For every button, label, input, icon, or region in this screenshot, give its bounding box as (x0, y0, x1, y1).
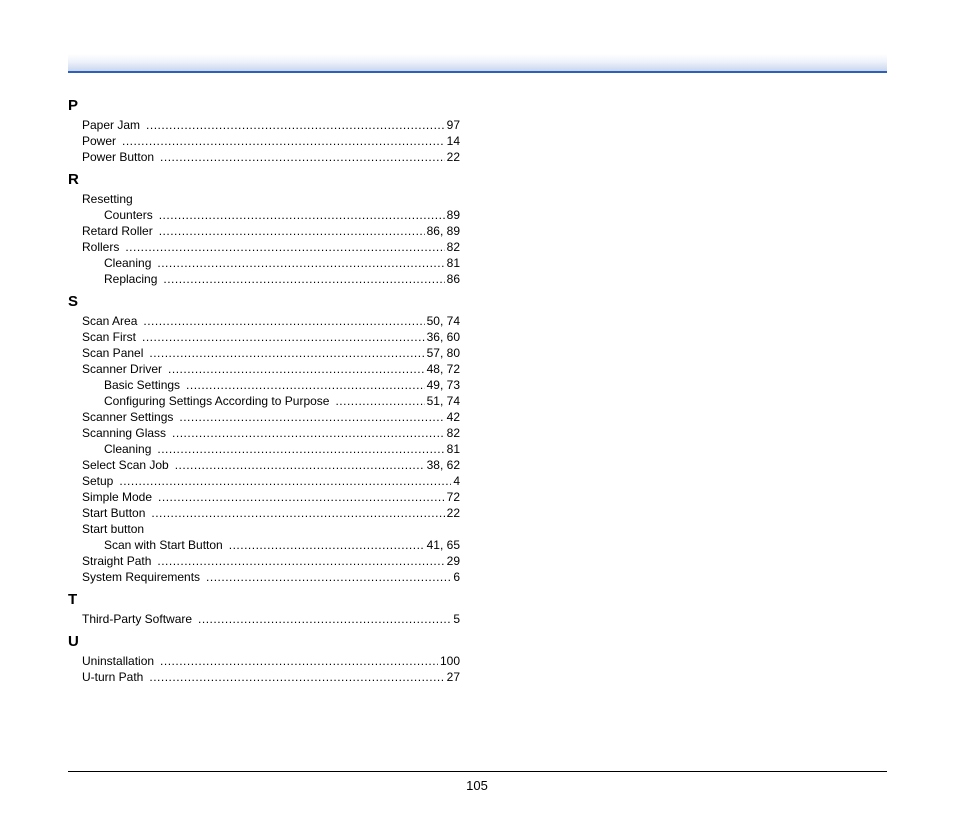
index-term: Basic Settings (104, 378, 181, 392)
index-term: Cleaning (104, 442, 152, 456)
index-page-refs[interactable]: 72 (446, 490, 460, 504)
dot-leader (143, 313, 424, 329)
index-entry[interactable] (68, 345, 460, 361)
index-entry[interactable] (68, 489, 460, 505)
index-term: Scan Area (82, 314, 138, 328)
index-page-refs[interactable]: 41, 65 (426, 538, 460, 552)
index-page-refs[interactable]: 4 (453, 474, 460, 488)
index-term: Uninstallation (82, 654, 155, 668)
index-entry[interactable] (68, 377, 460, 393)
index-entry[interactable] (68, 313, 460, 329)
dot-leader (122, 133, 445, 149)
dot-leader (168, 361, 425, 377)
index-entry[interactable] (68, 505, 460, 521)
index-page-refs[interactable]: 81 (446, 442, 460, 456)
dot-leader (157, 255, 444, 271)
index-term: Scan Panel (82, 346, 144, 360)
dot-leader (172, 425, 445, 441)
index-term: Select Scan Job (82, 458, 169, 472)
dot-leader (163, 271, 444, 287)
section-letter: S (68, 293, 79, 310)
index-term: Scanner Driver (82, 362, 163, 376)
index-page-refs[interactable]: 38, 62 (426, 458, 460, 472)
dot-leader (149, 669, 444, 685)
index-entry[interactable] (68, 133, 460, 149)
dot-leader (142, 329, 425, 345)
dot-leader (160, 149, 445, 165)
dot-leader (160, 653, 438, 669)
index-page-refs[interactable]: 82 (446, 426, 460, 440)
index-page-refs[interactable]: 27 (446, 670, 460, 684)
index-term: Scan First (82, 330, 137, 344)
page-number: 105 (466, 778, 488, 793)
index-entry[interactable] (68, 255, 460, 271)
index-term: Paper Jam (82, 118, 141, 132)
index-entry[interactable] (68, 473, 460, 489)
dot-leader (175, 457, 425, 473)
index-term: Resetting (82, 192, 133, 206)
index-page-refs[interactable]: 81 (446, 256, 460, 270)
dot-leader (157, 553, 444, 569)
index-term: Setup (82, 474, 114, 488)
index-entry[interactable] (68, 191, 460, 207)
index-term: Straight Path (82, 554, 152, 568)
dot-leader (229, 537, 425, 553)
index-term: System Requirements (82, 570, 201, 584)
dot-leader (159, 207, 445, 223)
index-page-refs[interactable]: 49, 73 (426, 378, 460, 392)
section-letter: P (68, 97, 79, 114)
index-entry[interactable] (68, 361, 460, 377)
dot-leader (186, 377, 425, 393)
dot-leader (149, 345, 424, 361)
dot-leader (125, 239, 444, 255)
dot-leader (157, 441, 444, 457)
index-term: Replacing (104, 272, 158, 286)
index-term: Start button (82, 522, 145, 536)
dot-leader (146, 117, 445, 133)
dot-leader (159, 223, 425, 239)
index-term: Counters (104, 208, 153, 222)
index-page-refs[interactable]: 5 (453, 612, 460, 626)
dot-leader (151, 505, 444, 521)
index-entries (68, 117, 460, 165)
index-term: U-turn Path (82, 670, 144, 684)
index-term: Configuring Settings According to Purpose (104, 394, 330, 408)
index-entry[interactable] (68, 521, 460, 537)
index-column (68, 97, 460, 685)
index-term: Third-Party Software (82, 612, 193, 626)
index-page-refs[interactable]: 97 (446, 118, 460, 132)
section-letter: U (68, 633, 79, 650)
index-section-t (68, 591, 460, 627)
section-letter: T (68, 591, 78, 608)
section-letter: R (68, 171, 79, 188)
index-term: Scan with Start Button (104, 538, 223, 552)
index-entry[interactable] (68, 569, 460, 585)
index-entry[interactable] (68, 223, 460, 239)
index-entry[interactable] (68, 553, 460, 569)
index-page-refs[interactable]: 57, 80 (426, 346, 460, 360)
index-page-refs[interactable]: 22 (446, 150, 460, 164)
dot-leader (119, 473, 451, 489)
index-entries (68, 653, 460, 685)
index-term: Simple Mode (82, 490, 153, 504)
index-term: Scanning Glass (82, 426, 167, 440)
index-entry[interactable] (68, 441, 460, 457)
index-entry[interactable] (68, 669, 460, 685)
index-page-refs[interactable]: 50, 74 (426, 314, 460, 328)
index-term: Scanner Settings (82, 410, 174, 424)
index-page-refs[interactable]: 82 (446, 240, 460, 254)
index-page-refs[interactable]: 42 (446, 410, 460, 424)
index-entry[interactable] (68, 425, 460, 441)
header-band (68, 54, 887, 73)
index-term: Start Button (82, 506, 146, 520)
index-entry[interactable] (68, 271, 460, 287)
index-entry[interactable] (68, 611, 460, 627)
index-term: Rollers (82, 240, 120, 254)
index-page-refs[interactable]: 14 (446, 134, 460, 148)
index-entries (68, 313, 460, 585)
index-section-r (68, 171, 460, 287)
index-page-refs[interactable]: 86 (446, 272, 460, 286)
footer-rule (68, 771, 887, 772)
index-entry[interactable] (68, 409, 460, 425)
index-entry[interactable] (68, 653, 460, 669)
index-entries (68, 611, 460, 627)
index-section-p (68, 97, 460, 165)
index-term: Retard Roller (82, 224, 153, 238)
index-page-refs[interactable]: 100 (439, 654, 460, 668)
dot-leader (158, 489, 445, 505)
index-page-refs[interactable]: 6 (453, 570, 460, 584)
index-entry[interactable] (68, 537, 460, 553)
index-page-refs[interactable]: 86, 89 (426, 224, 460, 238)
index-page-refs[interactable]: 29 (446, 554, 460, 568)
dot-leader (335, 393, 424, 409)
dot-leader (198, 611, 451, 627)
index-page-refs[interactable]: 51, 74 (426, 394, 460, 408)
index-entry[interactable] (68, 207, 460, 223)
index-term: Power Button (82, 150, 155, 164)
index-entry[interactable] (68, 239, 460, 255)
index-section-s (68, 293, 460, 585)
index-page-refs[interactable]: 48, 72 (426, 362, 460, 376)
index-term: Power (82, 134, 117, 148)
dot-leader (206, 569, 451, 585)
index-term: Cleaning (104, 256, 152, 270)
index-section-u (68, 633, 460, 685)
index-entry[interactable] (68, 149, 460, 165)
index-entry[interactable] (68, 457, 460, 473)
index-page-refs[interactable]: 22 (446, 506, 460, 520)
index-entry[interactable] (68, 393, 460, 409)
index-page-refs[interactable]: 89 (446, 208, 460, 222)
index-entry[interactable] (68, 117, 460, 133)
index-entry[interactable] (68, 329, 460, 345)
index-entries (68, 191, 460, 287)
index-page-refs[interactable]: 36, 60 (426, 330, 460, 344)
dot-leader (179, 409, 444, 425)
